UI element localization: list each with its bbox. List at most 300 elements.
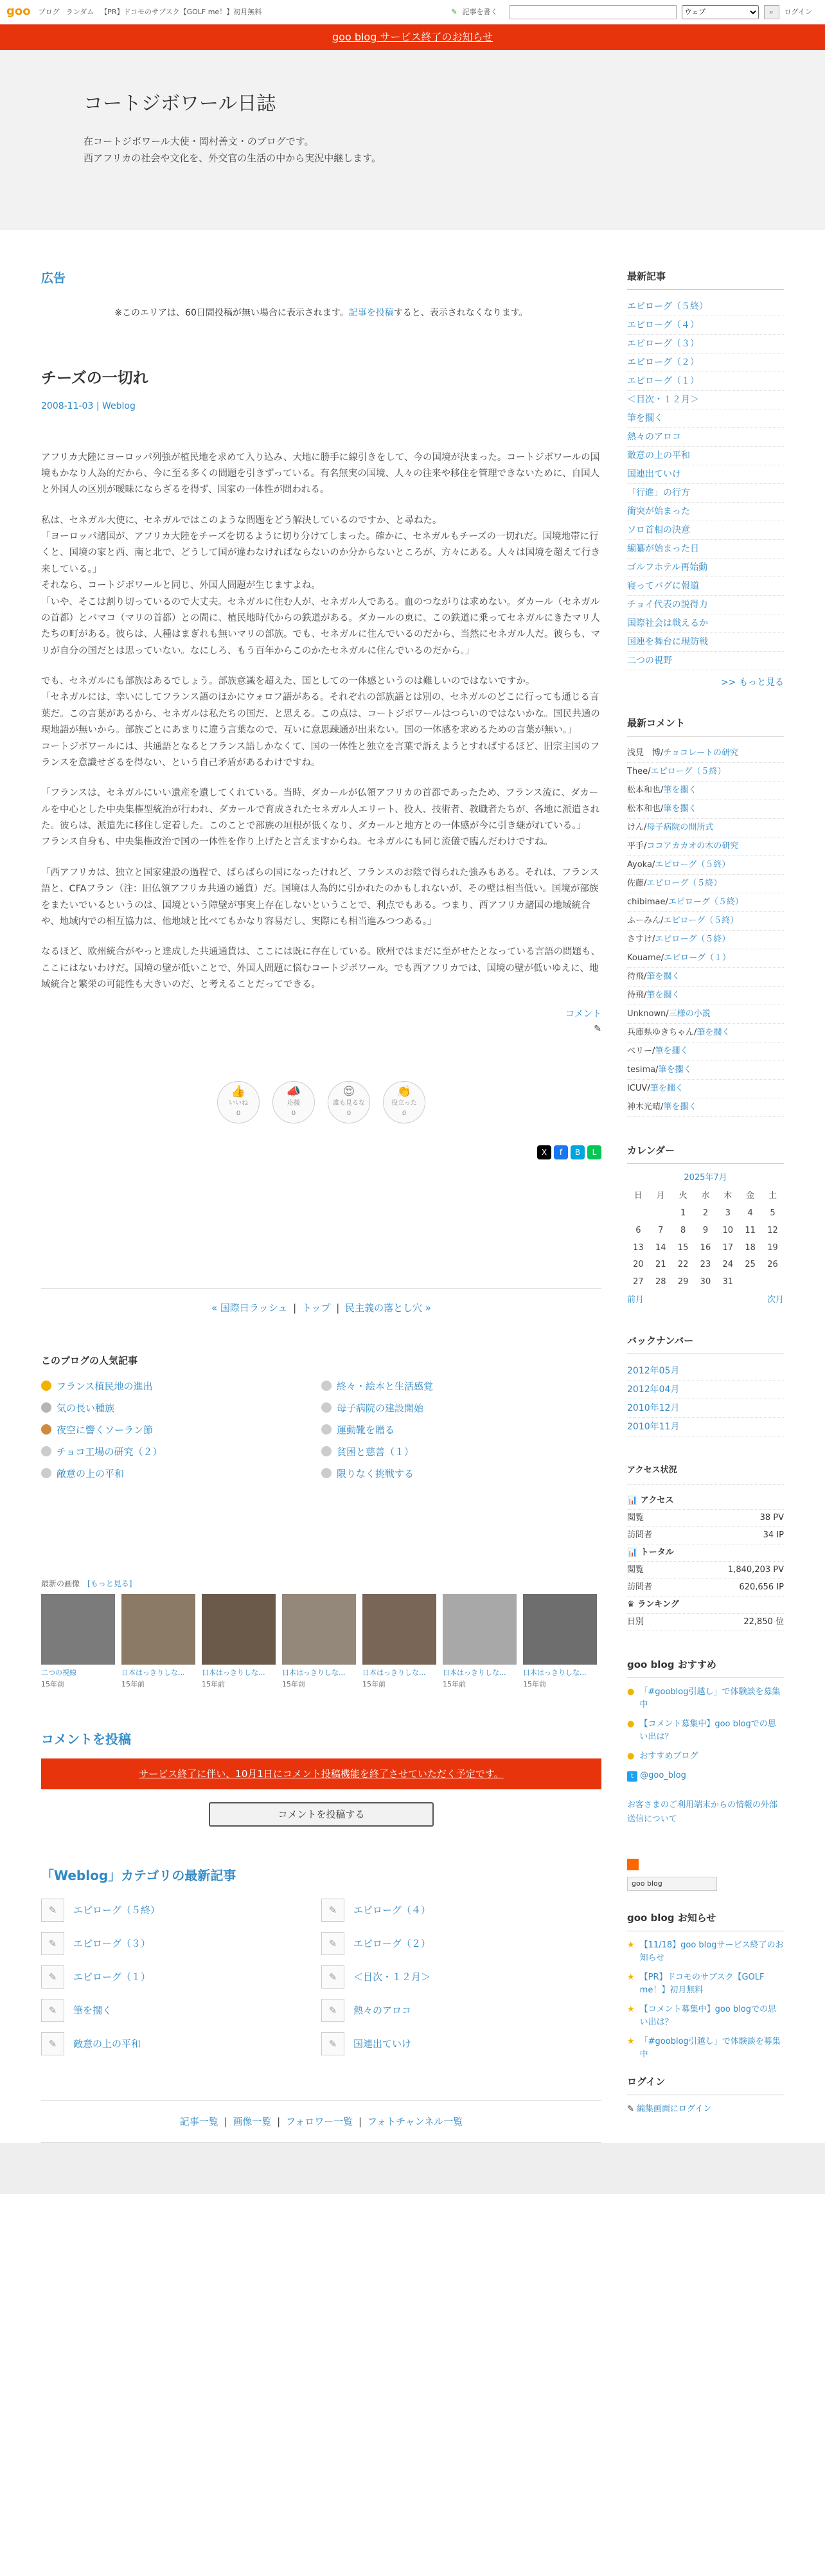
comment-user: 待飛 bbox=[627, 972, 644, 982]
backnumber-link[interactable]: 2010年11月 bbox=[627, 1421, 680, 1432]
popular-item-link[interactable]: 敵意の上の平和 bbox=[57, 1468, 125, 1480]
thumb-image[interactable] bbox=[362, 1594, 436, 1665]
recent-comments-heading: 最新コメント bbox=[627, 715, 784, 737]
thumbs-up-icon: 👍 bbox=[231, 1085, 246, 1099]
topbar-link-blog[interactable]: ブログ bbox=[38, 7, 60, 16]
popular-item-link[interactable]: 限りなく挑戦する bbox=[337, 1468, 414, 1480]
comment-post-link[interactable]: 筆を擱く bbox=[646, 990, 680, 1001]
image-thumb[interactable] bbox=[41, 1594, 115, 1690]
comment-post-link[interactable]: 筆を擱く bbox=[663, 1102, 697, 1113]
comment-user: tesima bbox=[627, 1065, 656, 1075]
thumb-image[interactable] bbox=[41, 1594, 115, 1665]
category-item-link[interactable]: エピローグ（５終） bbox=[73, 1904, 161, 1916]
recent-comment-item bbox=[627, 1061, 784, 1080]
popular-item[interactable] bbox=[41, 1400, 321, 1416]
recent-post-item[interactable] bbox=[627, 465, 784, 484]
images-more-link[interactable]: [もっと見る] bbox=[87, 1579, 132, 1589]
recent-post-link[interactable]: ＜目次・１２月＞ bbox=[627, 395, 699, 405]
search-scope-select[interactable] bbox=[682, 5, 759, 19]
reaction-count: 0 bbox=[402, 1110, 407, 1118]
recent-post-item[interactable] bbox=[627, 503, 784, 521]
category-item-link[interactable]: エピローグ（１） bbox=[73, 1971, 151, 1983]
calendar-day-header: 月 bbox=[656, 1191, 665, 1201]
thumb-image[interactable] bbox=[523, 1594, 597, 1665]
comment-separator: / bbox=[661, 748, 664, 758]
blog-title[interactable]: コートジボワール日誌 bbox=[84, 93, 276, 115]
recent-post-link[interactable]: エピローグ（５終） bbox=[627, 301, 708, 312]
thumb-title[interactable]: 日本はっきりしな... bbox=[282, 1668, 346, 1677]
recent-post-link[interactable]: エピローグ（２） bbox=[627, 357, 699, 368]
recent-post-link[interactable]: 国連を舞台に現防戦 bbox=[627, 637, 708, 647]
popular-posts bbox=[41, 1353, 601, 1481]
comment-user: 待飛 bbox=[627, 990, 644, 1001]
comment-post-link[interactable]: 三様の小説 bbox=[668, 1009, 711, 1019]
calendar-day bbox=[761, 1274, 784, 1291]
reaction-love-button[interactable] bbox=[328, 1081, 370, 1123]
calendar-day: 2 bbox=[702, 1208, 709, 1218]
login-box bbox=[627, 2074, 784, 2116]
recent-comment-item bbox=[627, 1024, 784, 1042]
recent-comment-item bbox=[627, 800, 784, 819]
oshirase-item[interactable] bbox=[627, 2035, 784, 2061]
recent-post-item[interactable] bbox=[627, 372, 784, 391]
backnumber-item[interactable] bbox=[627, 1362, 784, 1381]
all-posts-link[interactable]: 記事一覧 bbox=[179, 2115, 218, 2127]
search-button[interactable] bbox=[764, 5, 779, 19]
ad-text-pre: ※このエリアは、60日間投稿が無い場合に表示されます。 bbox=[114, 308, 349, 319]
backnumber-item[interactable] bbox=[627, 1399, 784, 1418]
category-item[interactable] bbox=[41, 1965, 321, 1989]
post-paragraph: なるほど、欧州統合がやっと達成した共通通貨は、ここには既に存在している。欧州ではまだに至がせたとなっている言語の問題も、ここにはないわけだ。国境の壁が低いことで、外国人問題に悩むコートジボワール。でも西アフリカでは、国境の壁が低いゆえに、地域統合と繁栄の可能性も大きいのだ、と考えることだってできる。 bbox=[41, 947, 600, 990]
recent-comments-box bbox=[627, 715, 784, 1117]
rank-icon bbox=[321, 1381, 332, 1391]
thumb-date: 15年前 bbox=[202, 1680, 225, 1688]
category-item[interactable] bbox=[321, 1999, 601, 2022]
comment-post-link[interactable]: エピローグ（５終） bbox=[655, 860, 731, 870]
recent-comment-item bbox=[627, 893, 784, 912]
category-item-link[interactable]: ＜目次・１２月＞ bbox=[353, 1971, 431, 1983]
latest-images bbox=[41, 1578, 601, 1690]
access-value: 38 PV bbox=[759, 1512, 784, 1523]
hatena-share-icon[interactable]: B bbox=[571, 1145, 585, 1159]
reaction-helpful-button[interactable] bbox=[383, 1081, 425, 1123]
calendar-day: 10 bbox=[722, 1225, 734, 1235]
popular-item-link[interactable]: フランス植民地の進出 bbox=[57, 1381, 153, 1393]
ad-text-post: すると、表示されなくなります。 bbox=[393, 308, 528, 319]
next-post-link[interactable]: 民主義の落とし穴 » bbox=[345, 1302, 432, 1314]
ad-text bbox=[41, 306, 601, 320]
backnumber-link[interactable]: 2012年04月 bbox=[627, 1384, 680, 1395]
comment-post-link[interactable]: 筆を擱く bbox=[663, 804, 697, 814]
backnumber-heading: バックナンバー bbox=[627, 1333, 784, 1354]
comment-post-link[interactable]: エピローグ（５終） bbox=[668, 897, 743, 908]
access-key: 日別 bbox=[627, 1616, 644, 1627]
image-thumb[interactable] bbox=[523, 1594, 597, 1690]
footer bbox=[0, 2143, 825, 2194]
recent-post-link[interactable]: 編纂が始まった日 bbox=[627, 544, 699, 554]
topbar-link-random[interactable]: ランダム bbox=[66, 7, 94, 16]
post-category[interactable]: Weblog bbox=[102, 401, 136, 412]
rank-icon bbox=[41, 1446, 51, 1456]
comment-post-link[interactable]: エピローグ（１） bbox=[664, 953, 731, 963]
photo-channel-link[interactable]: フォトチャンネル一覧 bbox=[367, 2115, 463, 2127]
comment-post-link[interactable]: エピローグ（５終） bbox=[650, 767, 726, 777]
category-item[interactable] bbox=[41, 2032, 321, 2055]
recent-comment-item bbox=[627, 763, 784, 782]
ad-post-link[interactable]: 記事を投稿 bbox=[348, 308, 394, 319]
image-thumb[interactable] bbox=[121, 1594, 195, 1690]
comment-user: 兵庫県ゆきちゃん bbox=[627, 1028, 695, 1038]
topbar-link-pr[interactable]: 【PR】ドコモのサブスク【GOLF me！】初月無料 bbox=[100, 7, 262, 16]
comment-user: 佐藤 bbox=[627, 879, 644, 889]
access-row bbox=[627, 1562, 784, 1579]
osusume-link[interactable]: 【コメント募集中】goo blogでの思い出は？ bbox=[639, 1719, 776, 1742]
recent-post-item[interactable] bbox=[627, 521, 784, 540]
document-icon: ✎ bbox=[321, 1932, 344, 1955]
chart-icon: 📊 bbox=[627, 1547, 638, 1557]
category-item-link[interactable]: 国連出ていけ bbox=[353, 2037, 412, 2050]
access-rank-label bbox=[627, 1597, 784, 1614]
comment-post-link[interactable]: 筆を擱く bbox=[655, 1046, 689, 1057]
image-thumb[interactable] bbox=[443, 1594, 517, 1690]
access-row bbox=[627, 1510, 784, 1527]
rss-icon[interactable] bbox=[627, 1859, 639, 1870]
recent-post-item[interactable] bbox=[627, 577, 784, 596]
popular-item[interactable] bbox=[321, 1444, 601, 1460]
recent-post-link[interactable]: 衝突が始まった bbox=[627, 506, 690, 517]
recent-post-item[interactable] bbox=[627, 298, 784, 316]
popular-item-link[interactable]: 終々・絵本と生活感覚 bbox=[337, 1381, 434, 1393]
goo-blog-badge[interactable]: goo blog bbox=[627, 1877, 717, 1891]
popular-item-link[interactable]: 夜空に響くソーラン節 bbox=[57, 1424, 154, 1436]
calendar-day: 16 bbox=[700, 1242, 711, 1253]
recent-comment-item bbox=[627, 987, 784, 1005]
thumb-image[interactable] bbox=[282, 1594, 356, 1665]
access-label: アクセス bbox=[640, 1495, 674, 1505]
access-box bbox=[627, 1462, 784, 1631]
popular-item[interactable] bbox=[41, 1466, 321, 1481]
recent-comment-item bbox=[627, 1080, 784, 1098]
comment-user: さすけ bbox=[627, 935, 653, 945]
post-title[interactable]: チーズの一切れ bbox=[41, 368, 148, 387]
comment-post-link[interactable]: エピローグ（５終） bbox=[663, 916, 739, 926]
heart-eyes-icon: 😍 bbox=[342, 1085, 355, 1099]
popular-item[interactable] bbox=[321, 1400, 601, 1416]
backnumber-item[interactable] bbox=[627, 1381, 784, 1399]
popular-item[interactable] bbox=[321, 1466, 601, 1481]
popular-item-link[interactable]: 運動靴を贈る bbox=[337, 1424, 395, 1436]
popular-item[interactable] bbox=[41, 1444, 321, 1460]
chart-icon: 📊 bbox=[627, 1495, 638, 1505]
oshirase-heading: goo blog お知らせ bbox=[627, 1910, 784, 1931]
oshirase-item[interactable] bbox=[627, 2003, 784, 2029]
category-item-link[interactable]: 敵意の上の平和 bbox=[73, 2037, 141, 2050]
calendar-day: 19 bbox=[767, 1242, 778, 1253]
clap-icon: 👏 bbox=[396, 1085, 412, 1099]
recent-post-link[interactable]: エピローグ（３） bbox=[627, 339, 699, 349]
comment-separator: / bbox=[694, 1028, 697, 1038]
recent-post-item[interactable] bbox=[627, 409, 784, 428]
oshirase-link[interactable]: 「#gooblog引越し」で体験談を募集中 bbox=[639, 2036, 781, 2059]
comment-separator: / bbox=[644, 879, 647, 889]
thumb-image[interactable] bbox=[443, 1594, 517, 1665]
image-thumb[interactable] bbox=[282, 1594, 356, 1690]
recent-post-link[interactable]: 国際社会は戦えるか bbox=[627, 618, 708, 629]
access-key: 閲覧 bbox=[627, 1512, 644, 1523]
osusume-item[interactable] bbox=[627, 1686, 784, 1712]
recent-post-item[interactable] bbox=[627, 614, 784, 633]
category-item-link[interactable]: エピローグ（２） bbox=[353, 1937, 431, 1949]
backnumber-link[interactable]: 2012年05月 bbox=[627, 1365, 680, 1376]
category-item[interactable] bbox=[41, 1899, 321, 1922]
recent-post-item[interactable] bbox=[627, 596, 784, 614]
category-item[interactable] bbox=[321, 1932, 601, 1955]
reaction-like-button[interactable] bbox=[217, 1081, 260, 1123]
thumb-title[interactable]: 日本はっきりしな... bbox=[121, 1668, 185, 1677]
recent-comment-item bbox=[627, 968, 784, 987]
category-item[interactable] bbox=[41, 1932, 321, 1955]
prev-post-link[interactable]: « 国際日ラッシュ bbox=[211, 1302, 288, 1314]
comment-post-link[interactable]: エピローグ（５終） bbox=[655, 935, 731, 945]
calendar-day: 27 bbox=[633, 1277, 644, 1287]
calendar-next-link[interactable]: 次月 bbox=[767, 1294, 784, 1305]
latest-images-heading bbox=[41, 1578, 601, 1590]
comment-post-link[interactable]: エピローグ（５終） bbox=[646, 879, 722, 889]
category-item[interactable] bbox=[321, 1965, 601, 1989]
thumb-title[interactable]: 日本はっきりしな... bbox=[362, 1668, 426, 1677]
recent-post-item[interactable] bbox=[627, 484, 784, 503]
thumb-date: 15年前 bbox=[282, 1680, 305, 1688]
goo-logo[interactable]: goo bbox=[6, 4, 31, 19]
star-icon: ★ bbox=[627, 1940, 635, 1950]
popular-item[interactable] bbox=[321, 1379, 601, 1394]
image-thumb[interactable] bbox=[362, 1594, 436, 1690]
comment-post-link[interactable]: 筆を擱く bbox=[658, 1065, 692, 1075]
megaphone-icon: 📣 bbox=[286, 1085, 301, 1099]
recent-comment-item bbox=[627, 875, 784, 893]
access-total-label bbox=[627, 1544, 784, 1562]
comment-separator: / bbox=[666, 1009, 669, 1019]
calendar-day-header: 木 bbox=[723, 1191, 732, 1201]
comment-user: 松本和也 bbox=[627, 785, 661, 796]
recent-post-item[interactable] bbox=[627, 391, 784, 409]
thumb-title[interactable]: 日本はっきりしな... bbox=[202, 1668, 265, 1677]
document-icon: ✎ bbox=[321, 1999, 344, 2022]
gold-medal-icon bbox=[41, 1381, 51, 1391]
popular-heading: このブログの人気記事 bbox=[41, 1355, 138, 1367]
oshirase-link[interactable]: 【11/18】goo blogサービス終了のお知らせ bbox=[639, 1940, 784, 1963]
recent-post-item[interactable] bbox=[627, 652, 784, 670]
reaction-count: 0 bbox=[291, 1110, 296, 1118]
post-comment-button[interactable]: コメントを投稿する bbox=[209, 1802, 434, 1827]
comment-post-link[interactable]: 筆を擱く bbox=[646, 972, 680, 982]
comment-notice-link[interactable]: サービス終了に伴い、10月1日にコメント投稿機能を終了させていただく予定です。 bbox=[139, 1767, 504, 1780]
calendar-table bbox=[627, 1172, 784, 1291]
ad-heading: 広告 bbox=[41, 271, 66, 285]
popular-item[interactable] bbox=[41, 1422, 321, 1438]
post-paragraph: 私は、セネガル大使に、セネガルではこのような問題をどう解決しているのですか、と尋ねた。 「ヨーロッパ諸国が、アフリカ大陸をチーズを切るように切り分けてしまった。確かに、セネガルもチーズの一切れだ。国境地帯に行くと、国境の家と西、南と北で、どうして国が違わなければならないのか分からないところが、方々にある。人々は国境を超えて行き来している。」 それなら、コートジボワールと同じ、外国人問題が生じますよね。 「いや、そこは割り切っているので大丈夫。セネガルに住む人が、セネガル人である。血のつながりは求めない。ダカール（セネガルの首都）とバマコ（マリの首都）との間に、植民地時代からの鉄道がある。ダカールの東に、この鉄道に乗ってセネガルにきたマリ人たちの町がある。彼らは、人種はまぎれも無いマリの部族。でも、セネガルに住んでいるのだから、当然にセネガル人だ。彼らも、マリが自分の国だとは思っていない。なにしろ、もう百年からこのかたセネガルに住んでいるのだから。」 bbox=[41, 515, 600, 656]
reaction-label: いいね bbox=[229, 1100, 248, 1107]
recent-post-link[interactable]: チョイ代表の説得力 bbox=[627, 600, 708, 610]
thumb-date: 15年前 bbox=[443, 1680, 466, 1688]
search-input[interactable] bbox=[510, 5, 677, 19]
rank-label: ランキング bbox=[637, 1599, 679, 1609]
access-row bbox=[627, 1579, 784, 1597]
facebook-share-icon[interactable]: f bbox=[554, 1145, 568, 1159]
recent-post-link[interactable]: 熱々のアロコ bbox=[627, 432, 681, 442]
recent-post-link[interactable]: 「行進」の行方 bbox=[627, 488, 690, 498]
followers-link[interactable]: フォロワー一覧 bbox=[286, 2115, 353, 2127]
osusume-item[interactable] bbox=[627, 1718, 784, 1744]
calendar-day-header: 火 bbox=[679, 1191, 688, 1201]
recent-post-item[interactable] bbox=[627, 316, 784, 335]
comment-user: chibimae bbox=[627, 897, 666, 908]
top-link[interactable]: トップ bbox=[301, 1302, 331, 1314]
popular-item[interactable] bbox=[321, 1422, 601, 1438]
thumb-date: 15年前 bbox=[121, 1680, 145, 1688]
login-link[interactable]: ログイン bbox=[784, 7, 812, 16]
thumb-image[interactable] bbox=[121, 1594, 195, 1665]
post-date[interactable]: 2008-11-03 bbox=[41, 401, 94, 412]
star-icon: ★ bbox=[627, 2004, 635, 2014]
comment-separator: / bbox=[665, 897, 668, 908]
thumb-title[interactable]: 日本はっきりしな... bbox=[523, 1668, 587, 1677]
category-item[interactable] bbox=[321, 1899, 601, 1922]
osusume-item[interactable] bbox=[627, 1750, 784, 1763]
image-thumb[interactable] bbox=[202, 1594, 276, 1690]
calendar-day: 28 bbox=[655, 1277, 666, 1287]
osusume-box bbox=[627, 1657, 784, 1763]
comment-user: Thee bbox=[627, 767, 648, 777]
thumb-image[interactable] bbox=[202, 1594, 276, 1665]
twitter-link[interactable]: @goo_blog bbox=[640, 1770, 686, 1780]
comment-post-link[interactable]: 母子病院の開所式 bbox=[646, 823, 714, 833]
service-notice-link[interactable]: goo blog サービス終了のお知らせ bbox=[332, 31, 493, 43]
calendar-day-header: 水 bbox=[701, 1191, 710, 1201]
recent-comment-item bbox=[627, 1005, 784, 1024]
popular-item-link[interactable]: チョコ工場の研究（２） bbox=[57, 1446, 163, 1458]
comment-user: 松本和也 bbox=[627, 804, 661, 814]
recent-post-link[interactable]: 寝ってバグに報道 bbox=[627, 581, 699, 591]
line-share-icon[interactable]: L bbox=[587, 1145, 601, 1159]
category-item[interactable] bbox=[321, 2032, 601, 2055]
recent-post-link[interactable]: エピローグ（４） bbox=[627, 320, 699, 330]
oshirase-item[interactable] bbox=[627, 1971, 784, 1997]
comment-post-link[interactable]: 筆を擱く bbox=[650, 1084, 684, 1094]
reaction-cheer-button[interactable] bbox=[272, 1081, 315, 1123]
service-notice-banner bbox=[0, 24, 825, 50]
recent-post-item[interactable] bbox=[627, 633, 784, 652]
popular-item-link[interactable]: 貧困と慈善（１） bbox=[337, 1446, 414, 1458]
category-item-link[interactable]: エピローグ（３） bbox=[73, 1937, 151, 1949]
comment-user: 神木光晴 bbox=[627, 1102, 661, 1113]
bullet-icon: ● bbox=[627, 1751, 635, 1761]
document-icon: ✎ bbox=[41, 1899, 64, 1922]
login-heading: ログイン bbox=[627, 2074, 784, 2095]
x-share-icon[interactable]: X bbox=[537, 1145, 551, 1159]
thumb-title[interactable]: 二つの視線 bbox=[41, 1668, 76, 1677]
category-item-link[interactable]: エピローグ（４） bbox=[353, 1904, 431, 1916]
recent-post-link[interactable]: ゴルフホテル再始動 bbox=[627, 562, 708, 573]
comment-post-link[interactable]: チョコレートの研究 bbox=[663, 748, 739, 758]
calendar-prev-link[interactable]: 前月 bbox=[627, 1294, 644, 1305]
post-paragraph: アフリカ大陸にヨーロッパ列強が植民地を求めて入り込み、大地に勝手に線引きをして、今の国境が決まった。コートジボワールの国境もかなり人為的だから、今に至る多くの問題を引きずっている。有名無実の国境、人々の往来や移住を管理できないために、自国人と外国人の区別が曖昧にならざるを得ず、国家の一体性が問われる。 bbox=[41, 452, 600, 496]
pencil-icon: ✎ bbox=[451, 7, 457, 16]
comment-separator: / bbox=[652, 935, 655, 945]
access-key: 閲覧 bbox=[627, 1564, 644, 1575]
recent-post-link[interactable]: エピローグ（１） bbox=[627, 376, 699, 386]
osusume-link[interactable]: おすすめブログ bbox=[639, 1751, 698, 1761]
oshirase-link[interactable]: 【PR】ドコモのサブスク【GOLF me！】初月無料 bbox=[639, 1972, 765, 1995]
write-post-link[interactable]: 記事を書く bbox=[462, 7, 498, 16]
oshirase-item[interactable] bbox=[627, 1939, 784, 1965]
recent-post-link[interactable]: 敵意の上の平和 bbox=[627, 451, 690, 461]
twitter-icon: t bbox=[627, 1771, 637, 1782]
recent-comment-item bbox=[627, 744, 784, 763]
calendar-day: 29 bbox=[677, 1277, 689, 1287]
recent-post-item[interactable] bbox=[627, 335, 784, 353]
comment-heading: コメントを投稿 bbox=[41, 1731, 131, 1747]
calendar-day: 15 bbox=[677, 1242, 689, 1253]
pencil-icon: ✎ bbox=[627, 2104, 634, 2114]
recent-post-link[interactable]: 筆を擱く bbox=[627, 413, 663, 424]
thumb-date: 15年前 bbox=[41, 1680, 64, 1688]
recent-post-link[interactable]: 国連出ていけ bbox=[627, 469, 681, 479]
images-heading-text: 最新の画像 bbox=[41, 1579, 80, 1589]
thumb-title[interactable]: 日本はっきりしな... bbox=[443, 1668, 506, 1677]
edit-pencil-icon[interactable]: ✎ bbox=[594, 1023, 601, 1034]
recent-post-link[interactable]: ソロ首相の決意 bbox=[627, 525, 690, 535]
rank-icon bbox=[321, 1446, 332, 1456]
recent-post-link[interactable]: 二つの視野 bbox=[627, 656, 672, 666]
comment-user: ふーみん bbox=[627, 916, 661, 926]
access-value: 34 IP bbox=[763, 1530, 784, 1540]
backnumber-item[interactable] bbox=[627, 1418, 784, 1436]
edit-login-link[interactable]: 編集画面にログイン bbox=[637, 2104, 712, 2114]
recent-post-item[interactable] bbox=[627, 353, 784, 372]
calendar-day: 26 bbox=[767, 1260, 778, 1270]
comment-post-link[interactable]: 筆を擱く bbox=[696, 1028, 731, 1038]
external-transmission-link[interactable]: お客さまのご利用端末からの情報の外部送信について bbox=[627, 1800, 778, 1824]
popular-item[interactable] bbox=[41, 1379, 321, 1394]
category-item-link[interactable]: 熱々のアロコ bbox=[353, 2004, 412, 2016]
recent-post-item[interactable] bbox=[627, 540, 784, 559]
oshirase-link[interactable]: 【コメント募集中】goo blogでの思い出は？ bbox=[639, 2004, 777, 2027]
comment-post-link[interactable]: 筆を擱く bbox=[663, 785, 697, 796]
recent-post-item[interactable] bbox=[627, 559, 784, 577]
popular-item-link[interactable]: 気の長い種族 bbox=[57, 1402, 115, 1415]
popular-item-link[interactable]: 母子病院の建設開始 bbox=[337, 1402, 424, 1415]
comment-user: Ayoka bbox=[627, 860, 652, 870]
osusume-link[interactable]: 「#gooblog引越し」で体験談を募集中 bbox=[639, 1686, 781, 1710]
backnumber-link[interactable]: 2010年12月 bbox=[627, 1402, 680, 1413]
category-item[interactable] bbox=[41, 1999, 321, 2022]
category-item-link[interactable]: 筆を擱く bbox=[73, 2004, 112, 2016]
all-images-link[interactable]: 画像一覧 bbox=[233, 2115, 272, 2127]
access-value: 1,840,203 PV bbox=[727, 1564, 784, 1575]
search-icon: ⌕ bbox=[769, 7, 774, 16]
recent-post-item[interactable] bbox=[627, 428, 784, 447]
recent-comment-item bbox=[627, 1042, 784, 1061]
comment-separator: / bbox=[644, 990, 647, 1001]
calendar-day: 25 bbox=[745, 1260, 756, 1270]
access-value: 620,656 IP bbox=[739, 1582, 784, 1592]
recent-more-link[interactable]: >> もっと見る bbox=[721, 677, 784, 688]
comment-link[interactable]: コメント bbox=[565, 1009, 601, 1020]
comment-post-link[interactable]: ココアカカオの木の研究 bbox=[646, 841, 739, 852]
recent-post-item[interactable] bbox=[627, 447, 784, 465]
document-icon: ✎ bbox=[321, 1965, 344, 1989]
